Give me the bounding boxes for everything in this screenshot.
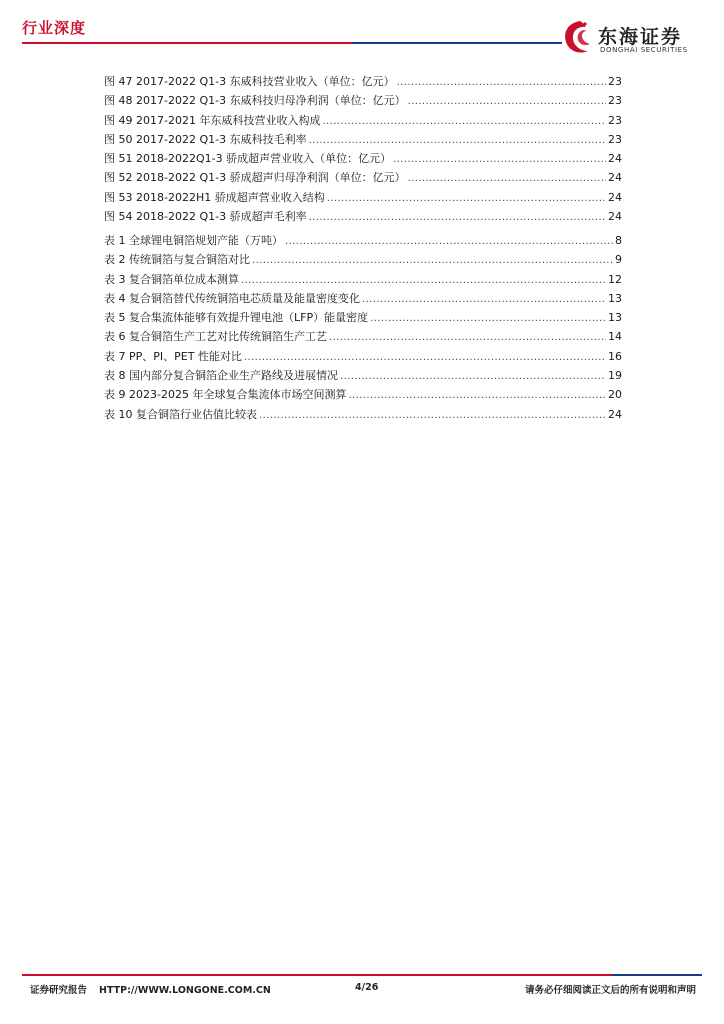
toc-entry-page: 12 xyxy=(608,272,622,286)
toc-entry-title: 表 6 复合铜箔生产工艺对比传统铜箔生产工艺 xyxy=(104,330,327,344)
toc-entry-page: 23 xyxy=(608,132,622,146)
toc-entry[interactable] xyxy=(104,289,622,308)
donghai-logo xyxy=(560,18,705,58)
dot-leader xyxy=(370,309,606,327)
disclaimer-text: 请务必仔细阅读正文后的所有说明和声明 xyxy=(524,985,696,996)
toc-entry-title: 表 2 传统铜箔与复合铜箔对比 xyxy=(104,253,250,267)
dot-leader xyxy=(241,271,606,289)
toc-entry-title: 图 52 2018-2022 Q1-3 骄成超声归母净利润（单位：亿元） xyxy=(104,171,406,185)
dot-leader xyxy=(340,367,606,385)
toc-entry-page: 24 xyxy=(608,210,622,224)
toc-entry-page: 16 xyxy=(608,349,622,363)
dot-leader xyxy=(408,169,606,187)
toc-entry-page: 23 xyxy=(608,113,622,127)
dot-leader xyxy=(348,386,606,404)
table-list xyxy=(104,231,622,424)
dot-leader xyxy=(408,92,606,110)
footer-divider-blue xyxy=(612,974,702,976)
header-divider-blue xyxy=(352,42,562,44)
toc-entry-title: 表 3 复合铜箔单位成本测算 xyxy=(104,272,239,286)
toc-entry[interactable] xyxy=(104,188,622,207)
dot-leader xyxy=(327,189,606,207)
dot-leader xyxy=(259,406,606,424)
toc-entry-page: 23 xyxy=(608,75,622,88)
toc-entry-title: 表 9 2023-2025 年全球复合集流体市场空间测算 xyxy=(104,388,347,402)
toc-entry-page: 23 xyxy=(608,94,622,108)
toc-entry-title: 表 10 复合铜箔行业估值比较表 xyxy=(104,407,257,421)
toc-entry[interactable] xyxy=(104,231,622,250)
dot-leader xyxy=(309,131,606,149)
toc-entry[interactable] xyxy=(104,72,622,91)
report-label: 证券研究报告 xyxy=(30,985,88,996)
toc-entry-page: 24 xyxy=(608,190,622,204)
dot-leader xyxy=(362,290,606,308)
section-label: 行业深度 xyxy=(22,19,87,37)
toc-entry[interactable] xyxy=(104,308,622,327)
toc-entry-title: 图 54 2018-2022 Q1-3 骄成超声毛利率 xyxy=(104,210,307,224)
toc-entry-page: 24 xyxy=(608,171,622,185)
toc-entry[interactable] xyxy=(104,270,622,289)
logo-english-name: DONGHAI SECURITIES xyxy=(600,46,688,54)
header-divider-red xyxy=(22,42,352,44)
toc-entry-title: 图 48 2017-2022 Q1-3 东威科技归母净利润（单位：亿元） xyxy=(104,94,406,108)
toc-entry-title: 图 50 2017-2022 Q1-3 东威科技毛利率 xyxy=(104,132,307,146)
toc-entry[interactable] xyxy=(104,250,622,269)
toc-entry[interactable] xyxy=(104,347,622,366)
dot-leader xyxy=(285,232,613,250)
toc-entry-title: 表 5 复合集流体能够有效提升锂电池（LFP）能量密度 xyxy=(104,311,369,325)
toc-entry[interactable] xyxy=(104,405,622,424)
footer-divider-red xyxy=(22,974,612,976)
logo-chinese-name: 东海证券 xyxy=(598,26,683,48)
toc-entry-title: 图 51 2018-2022Q1-3 骄成超声营业收入（单位：亿元） xyxy=(104,152,392,166)
toc-entry-page: 19 xyxy=(608,369,622,383)
toc-entry-title: 表 4 复合铜箔替代传统铜箔电芯质量及能量密度变化 xyxy=(104,291,360,305)
dot-leader xyxy=(244,348,606,366)
toc-entry-title: 图 53 2018-2022H1 骄成超声营业收入结构 xyxy=(104,190,325,204)
toc-entry[interactable] xyxy=(104,327,622,346)
dot-leader xyxy=(329,328,606,346)
toc-entry-page: 13 xyxy=(608,311,622,325)
toc-entry[interactable] xyxy=(104,385,622,404)
toc-entry-page: 24 xyxy=(608,152,622,166)
toc-entry-page: 20 xyxy=(608,388,622,402)
page-number: 4/26 xyxy=(355,982,379,993)
toc-entry-title: 图 47 2017-2022 Q1-3 东威科技营业收入（单位：亿元） xyxy=(104,75,395,88)
figure-list xyxy=(104,72,622,226)
toc-entry[interactable] xyxy=(104,168,622,187)
toc-entry-title: 图 49 2017-2021 年东威科技营业收入构成 xyxy=(104,113,321,127)
toc-entry[interactable] xyxy=(104,149,622,168)
dot-leader xyxy=(309,208,606,226)
footer-left xyxy=(30,982,271,996)
toc-entry[interactable] xyxy=(104,366,622,385)
toc-entry-page: 24 xyxy=(608,407,622,421)
toc-entry-page: 14 xyxy=(608,330,622,344)
toc-entry[interactable] xyxy=(104,207,622,226)
website-link[interactable]: HTTP://WWW.LONGONE.COM.CN xyxy=(99,985,271,996)
toc-entry-title: 表 1 全球锂电铜箔规划产能（万吨） xyxy=(104,234,283,247)
toc-entry[interactable] xyxy=(104,111,622,130)
dot-leader xyxy=(397,73,606,91)
toc-entry-page: 8 xyxy=(615,234,622,247)
toc-entry-title: 表 8 国内部分复合铜箔企业生产路线及进展情况 xyxy=(104,369,338,383)
toc-entry-page: 13 xyxy=(608,291,622,305)
toc-entry[interactable] xyxy=(104,130,622,149)
dragon-logo-icon xyxy=(560,18,594,56)
dot-leader xyxy=(252,251,613,269)
toc-entry-title: 表 7 PP、PI、PET 性能对比 xyxy=(104,349,242,363)
toc-entry[interactable] xyxy=(104,91,622,110)
toc-entry-page: 9 xyxy=(615,253,622,267)
dot-leader xyxy=(393,150,606,168)
dot-leader xyxy=(322,112,606,130)
